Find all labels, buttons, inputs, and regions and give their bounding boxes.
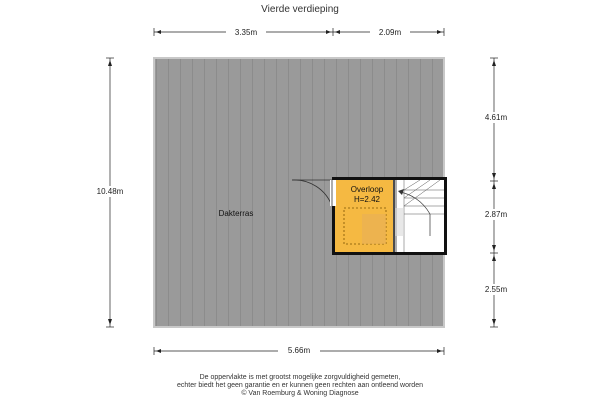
stairwell-block xyxy=(330,177,447,255)
dimension-top-right: 2.09m xyxy=(378,28,402,37)
dimension-top-left: 3.35m xyxy=(234,28,258,37)
floor-title: Vierde verdieping xyxy=(261,4,339,15)
dimension-right-bottom: 2.55m xyxy=(484,285,508,294)
dimension-right-middle: 2.87m xyxy=(484,210,508,219)
stair xyxy=(394,180,444,252)
landing-label: Overloop xyxy=(350,185,384,194)
terrace-label: Dakterras xyxy=(218,209,254,218)
disclaimer xyxy=(0,374,600,398)
disclaimer-line-2: echter biedt het geen garantie en er kunnen geen rechten aan ontleend worden xyxy=(177,382,423,389)
dimension-left-total: 10.48m xyxy=(96,187,124,196)
copyright: © Van Roemburg & Woning Diagnose xyxy=(241,390,359,397)
dimension-right-top: 4.61m xyxy=(484,113,508,122)
disclaimer-line-1: De oppervlakte is met grootst mogelijke zorgvuldigheid gemeten, xyxy=(199,374,401,381)
landing-height: H=2.42 xyxy=(353,195,381,204)
dimension-bottom-total: 5.66m xyxy=(287,346,311,355)
